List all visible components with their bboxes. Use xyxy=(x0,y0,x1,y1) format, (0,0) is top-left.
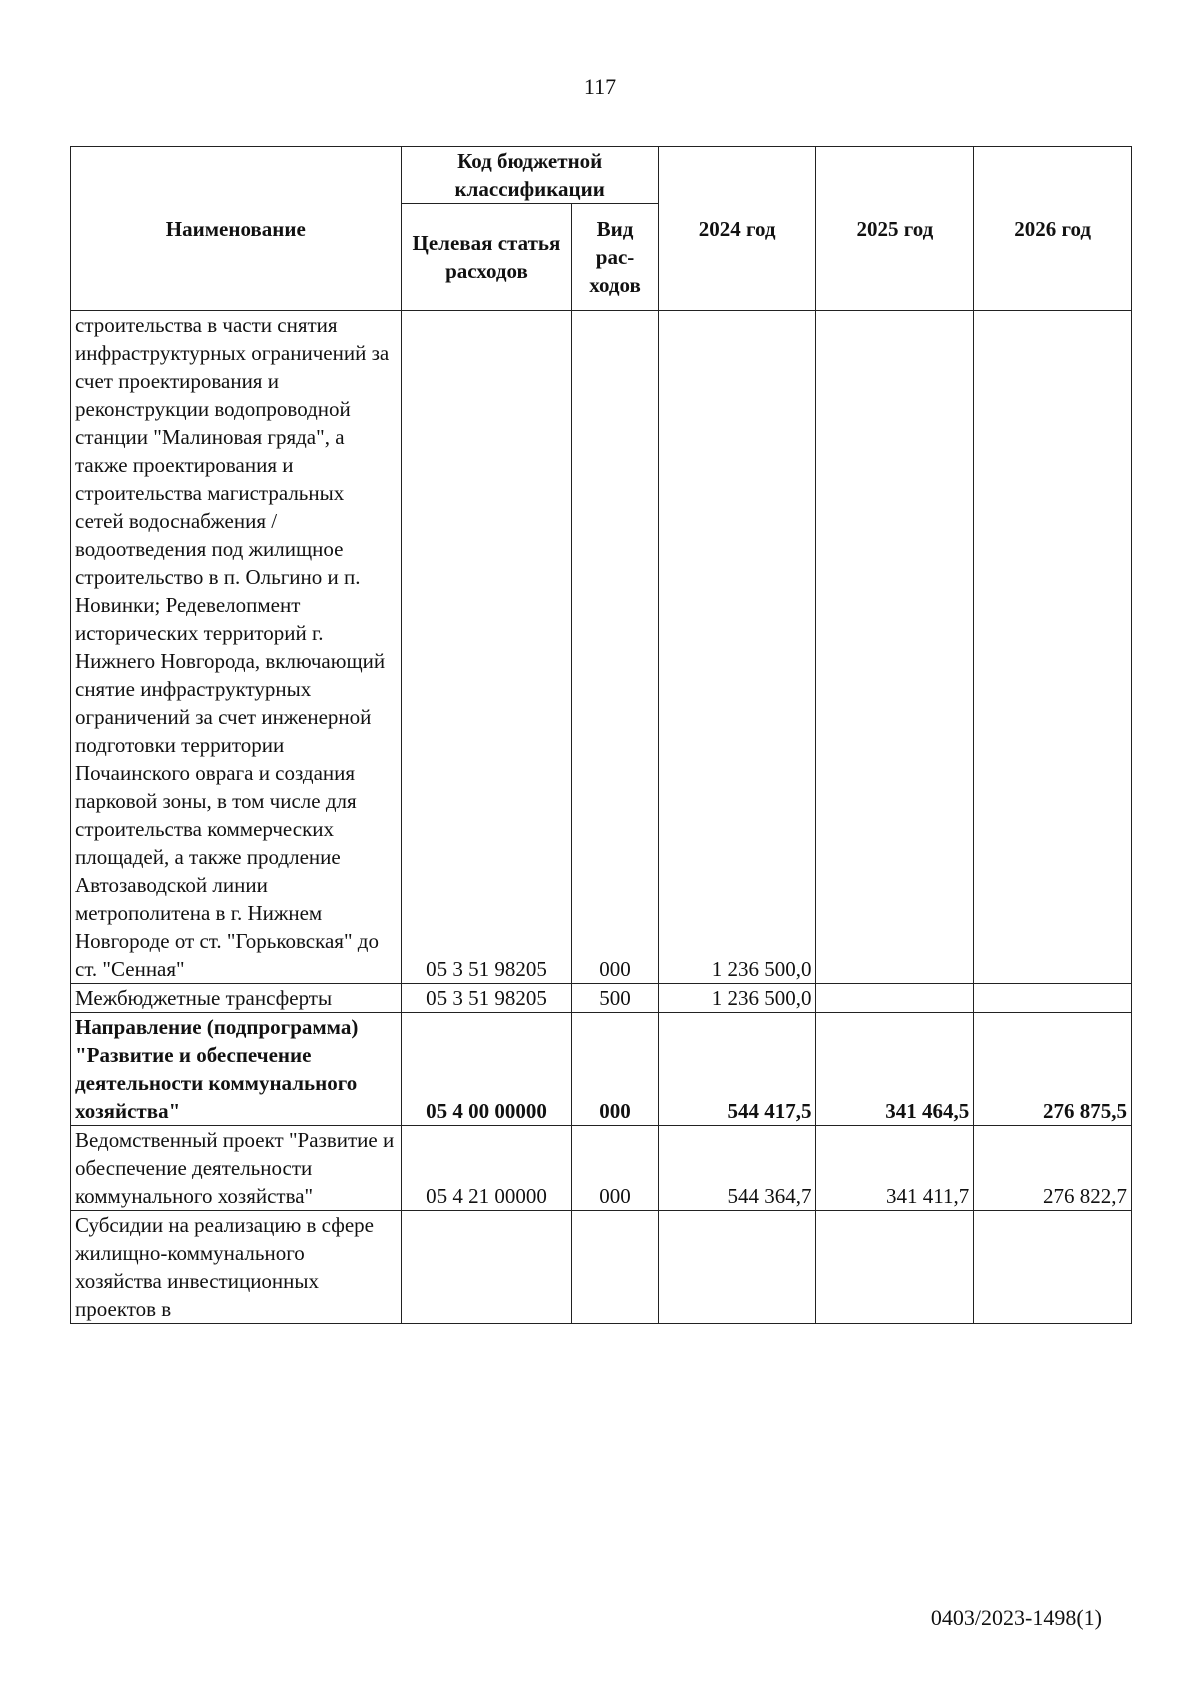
row-kind-code: 500 xyxy=(572,984,658,1013)
row-target-code: 05 4 00 00000 xyxy=(401,1013,572,1126)
row-2026 xyxy=(974,1211,1132,1324)
row-2025: 341 464,5 xyxy=(816,1013,974,1126)
row-2024 xyxy=(658,1211,816,1324)
row-2024: 544 417,5 xyxy=(658,1013,816,1126)
row-target-code: 05 4 21 00000 xyxy=(401,1126,572,1211)
row-kind-code xyxy=(572,1211,658,1324)
budget-table xyxy=(70,146,1132,1324)
row-2025 xyxy=(816,1211,974,1324)
table-row xyxy=(71,1211,1132,1324)
row-name: Субсидии на реализацию в сфере жилищно-коммунального хозяйства инвестиционных проектов в xyxy=(71,1211,402,1324)
row-2024: 544 364,7 xyxy=(658,1126,816,1211)
header-expense-kind: Вид рас-ходов xyxy=(572,204,658,311)
table-row xyxy=(71,984,1132,1013)
row-name: Межбюджетные трансферты xyxy=(71,984,402,1013)
row-2024: 1 236 500,0 xyxy=(658,311,816,984)
page-number: 117 xyxy=(583,74,617,99)
row-name: Направление (подпрограмма) "Развитие и обеспечение деятельности коммунального хозяйства" xyxy=(71,1013,402,1126)
row-2026 xyxy=(974,984,1132,1013)
row-target-code: 05 3 51 98205 xyxy=(401,311,572,984)
header-name: Наименование xyxy=(71,147,402,311)
row-kind-code: 000 xyxy=(572,311,658,984)
row-target-code: 05 3 51 98205 xyxy=(401,984,572,1013)
row-2025 xyxy=(816,984,974,1013)
table-row xyxy=(71,1126,1132,1211)
header-2026: 2026 год xyxy=(974,147,1132,311)
row-2026: 276 875,5 xyxy=(974,1013,1132,1126)
row-2025: 341 411,7 xyxy=(816,1126,974,1211)
row-target-code xyxy=(401,1211,572,1324)
row-2025 xyxy=(816,311,974,984)
header-target-article: Целевая статья расходов xyxy=(401,204,572,311)
row-2026: 276 822,7 xyxy=(974,1126,1132,1211)
row-kind-code: 000 xyxy=(572,1013,658,1126)
header-2024: 2024 год xyxy=(658,147,816,311)
row-name: Ведомственный проект "Развитие и обеспечение деятельности коммунального хозяйства" xyxy=(71,1126,402,1211)
row-2026 xyxy=(974,311,1132,984)
row-2024: 1 236 500,0 xyxy=(658,984,816,1013)
row-kind-code: 000 xyxy=(572,1126,658,1211)
table-row xyxy=(71,1013,1132,1126)
row-name: строительства в части снятия инфраструктурных ограничений за счет проектирования и реконструкции водопроводной станции "Малиновая гряда", а также проектирования и строительства магистральных сетей водоснабжения / водоотведения под жилищное строительство в п. Ольгино и п. Новинки; Редевелопмент исторических территорий г. Нижнего Новгорода, включающий снятие инфраструктурных ограничений за счет инженерной подготовки территории Почаинского оврага и создания парковой зоны, в том числе для строительства коммерческих площадей, а также продление Автозаводской линии метрополитена в г. Нижнем Новгороде от ст. "Горьковская" до ст. "Сенная" xyxy=(71,311,402,984)
document-code: 0403/2023-1498(1) xyxy=(930,1605,1102,1630)
header-2025: 2025 год xyxy=(816,147,974,311)
table-row xyxy=(71,311,1132,984)
header-code-group: Код бюджетной классификации xyxy=(401,147,658,204)
